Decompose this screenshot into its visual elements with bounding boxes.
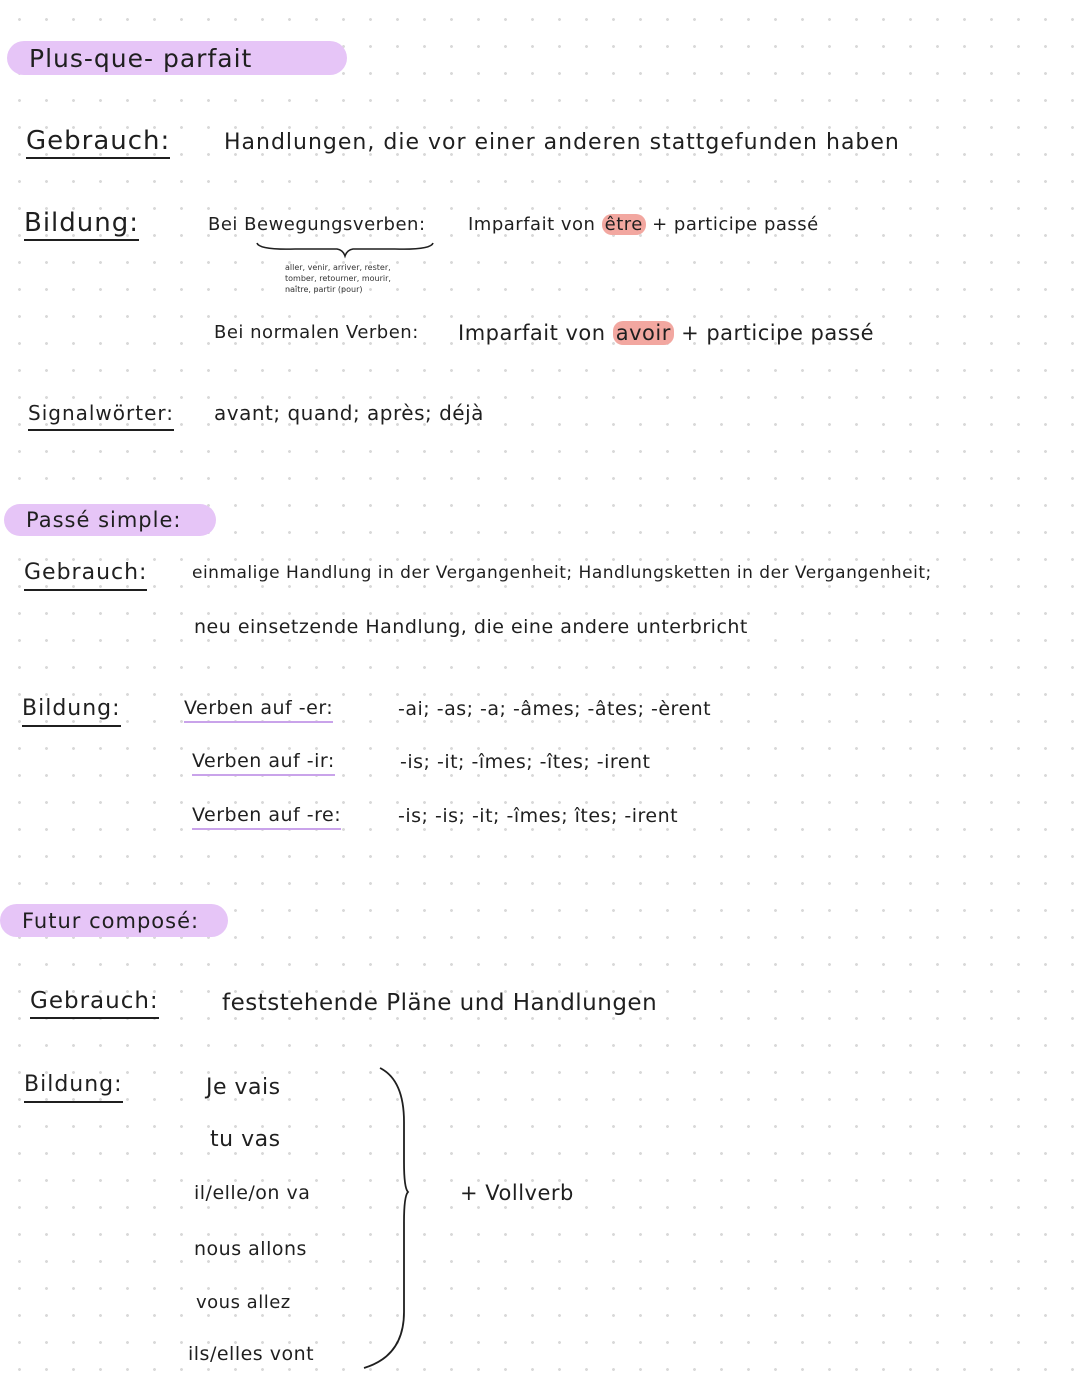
signalwoerter-text: avant; quand; après; déjà [214,401,484,425]
section-title-futur-compose [0,904,228,937]
avoir-highlight: avoir [613,321,674,345]
bewegung-formula-post: + participe passé [652,214,819,235]
bewegung-verb-list: aller, venir, arriver, rester, tomber, retourner, mourir, naître, partir (pour) [285,263,391,294]
section-title-text: Futur composé: [22,908,200,933]
gebrauch-label: Gebrauch: [24,558,147,591]
section-title-passe-simple [4,504,216,536]
verben-re-endings: -is; -is; -it; -îmes; îtes; -irent [398,805,679,827]
gebrauch-line-1: einmalige Handlung in der Vergangenheit; Handlungsketten in der Vergangenheit; [192,563,932,583]
section-title-plus-que-parfait [7,41,347,75]
gebrauch-label: Gebrauch: [26,126,170,159]
verben-er-endings: -ai; -as; -a; -âmes; -âtes; -èrent [398,698,712,720]
conjugation-curly-brace [360,1062,420,1372]
verben-er-label: Verben auf -er: [184,697,333,723]
conjugation-tu: tu vas [210,1127,281,1152]
verben-ir-label: Verben auf -ir: [192,750,335,776]
verben-re-label: Verben auf -re: [192,804,341,830]
normal-formula [458,321,874,345]
bewegung-lead [208,214,426,235]
bewegung-lead-text: Bei Bewegungsverben: [208,214,426,235]
etre-highlight: être [602,214,646,235]
normal-formula-pre: Imparfait von [458,321,606,345]
section-title-text: Plus-que- parfait [29,43,253,73]
bildung-label: Bildung: [22,694,121,727]
gebrauch-line-2: neu einsetzende Handlung, die eine andere unterbricht [194,616,748,638]
bewegung-formula-pre: Imparfait von [468,214,596,235]
normal-formula-post: + participe passé [681,321,875,345]
bewegung-formula [468,214,819,235]
gebrauch-text: Handlungen, die vor einer anderen stattgefunden haben [224,130,900,155]
verben-ir-endings: -is; -it; -îmes; -îtes; -irent [400,751,651,773]
bewegung-underbrace [255,240,435,260]
conjugation-il: il/elle/on va [194,1182,311,1204]
conjugation-ils: ils/elles vont [188,1343,315,1365]
normal-lead: Bei normalen Verben: [214,322,419,343]
bildung-label: Bildung: [24,208,139,241]
conjugation-vous: vous allez [196,1292,291,1313]
conjugation-nous: nous allons [194,1238,307,1260]
signalwoerter-label: Signalwörter: [28,398,174,431]
normal-verbs-line [214,322,419,343]
conjugation-je: Je vais [206,1075,281,1100]
gebrauch-text: feststehende Pläne und Handlungen [222,990,658,1016]
section-title-text: Passé simple: [26,508,182,532]
plus-vollverb: + Vollverb [460,1181,574,1205]
gebrauch-label: Gebrauch: [30,986,159,1019]
bildung-label: Bildung: [24,1070,123,1103]
